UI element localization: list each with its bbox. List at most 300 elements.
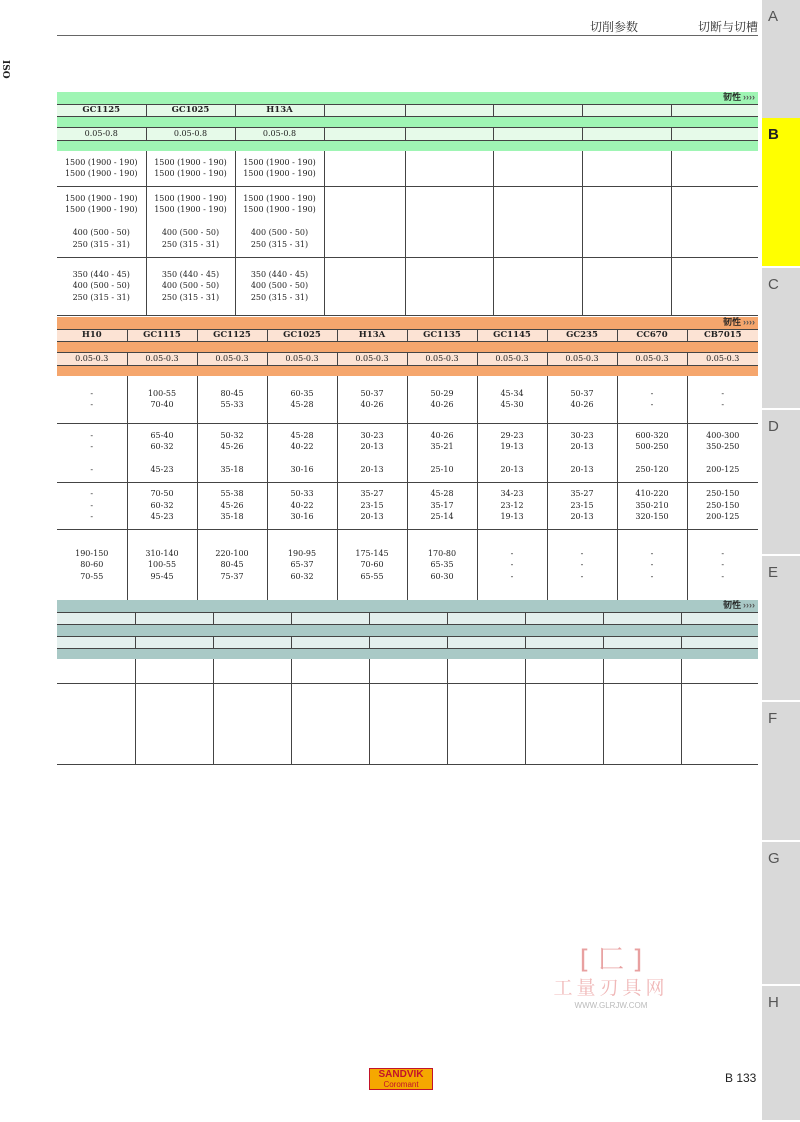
cell-value: 50-33 bbox=[290, 489, 314, 499]
feed-cell bbox=[405, 128, 493, 141]
cell-value: 70-40 bbox=[150, 400, 174, 410]
cell-value bbox=[338, 453, 407, 465]
table-cell bbox=[57, 186, 146, 257]
table-cell bbox=[337, 529, 407, 600]
cell-value bbox=[325, 193, 405, 205]
table-cell bbox=[405, 151, 493, 186]
feed-cell: 0.05-0.3 bbox=[127, 353, 197, 366]
cell-value: 350-250 bbox=[706, 442, 740, 451]
table-cell bbox=[477, 482, 547, 529]
cell-value: 25-10 bbox=[430, 465, 454, 474]
cell-value: 45-23 bbox=[150, 465, 174, 474]
header-chapter: 切断与切槽 bbox=[697, 20, 758, 34]
tab-a[interactable]: A bbox=[762, 0, 800, 147]
table-cell bbox=[57, 151, 146, 186]
table-cell bbox=[617, 423, 687, 482]
cell-value: 35-18 bbox=[220, 465, 244, 474]
cell-value: - bbox=[650, 548, 654, 558]
cell-value: - bbox=[721, 571, 725, 581]
table-row bbox=[57, 257, 758, 315]
cell-value: 45-23 bbox=[150, 512, 174, 522]
cell-value: - bbox=[90, 512, 94, 522]
side-mark: ISO bbox=[0, 60, 10, 79]
cell-value: 19-13 bbox=[500, 512, 524, 522]
cell-value bbox=[57, 216, 146, 228]
cell-value: 45-30 bbox=[500, 400, 524, 410]
cell-value bbox=[672, 204, 759, 216]
cell-value: 40-26 bbox=[430, 430, 454, 440]
cell-value: 65-55 bbox=[360, 571, 384, 581]
cell-value: - bbox=[650, 560, 654, 569]
cell-value bbox=[583, 216, 671, 228]
table-cell bbox=[146, 186, 235, 257]
cell-value bbox=[478, 453, 547, 465]
cell-value: 1500 (1900 - 190) bbox=[64, 193, 138, 203]
cell-value: 60-32 bbox=[150, 500, 174, 510]
cell-value bbox=[198, 453, 267, 465]
cutting-data-table-2 bbox=[57, 317, 758, 600]
cell-value: 250 (315 - 31) bbox=[161, 292, 220, 302]
cell-value: 1500 (1900 - 190) bbox=[243, 205, 316, 215]
cell-value: 320-150 bbox=[635, 512, 669, 522]
cell-value: - bbox=[650, 571, 654, 581]
cell-value: 19-13 bbox=[500, 442, 524, 451]
grade-header: H13A bbox=[337, 329, 407, 342]
cell-value: - bbox=[580, 548, 584, 558]
table-cell bbox=[617, 376, 687, 423]
table-cell bbox=[337, 376, 407, 423]
cell-value: 65-35 bbox=[430, 560, 454, 569]
cell-value: 45-28 bbox=[430, 489, 454, 499]
cell-value: 70-55 bbox=[80, 571, 104, 581]
table-cell bbox=[324, 257, 405, 315]
cell-value: 175-145 bbox=[355, 548, 389, 558]
table-cell bbox=[197, 376, 267, 423]
table-cell bbox=[146, 257, 235, 315]
cell-value bbox=[672, 269, 759, 281]
cell-value: 80-60 bbox=[80, 560, 104, 569]
grade-header: CB7015 bbox=[687, 329, 758, 342]
table-cell bbox=[267, 529, 337, 600]
grade-header: GC1145 bbox=[477, 329, 547, 342]
table-cell bbox=[197, 482, 267, 529]
cell-value: - bbox=[90, 400, 94, 410]
cell-value bbox=[406, 193, 493, 205]
cell-value bbox=[494, 193, 582, 205]
table-cell bbox=[197, 529, 267, 600]
cell-value: 60-32 bbox=[290, 571, 314, 581]
cutting-data-table-3 bbox=[57, 600, 758, 765]
arrow-right-icon: ›››› bbox=[743, 600, 755, 610]
feed-cell: 0.05-0.3 bbox=[267, 353, 337, 366]
cell-value bbox=[494, 204, 582, 216]
cell-value: 40-26 bbox=[570, 400, 594, 410]
feed-cell: 0.05-0.3 bbox=[337, 353, 407, 366]
cell-value bbox=[688, 453, 759, 465]
cell-value: 40-22 bbox=[290, 500, 314, 510]
cell-value: 250-150 bbox=[706, 500, 740, 510]
feed-cell bbox=[582, 128, 671, 141]
cell-value: 200-125 bbox=[706, 465, 740, 474]
table-cell bbox=[687, 529, 758, 600]
feed-cell: 0.05-0.3 bbox=[197, 353, 267, 366]
cell-value bbox=[583, 269, 671, 281]
cell-value bbox=[406, 292, 493, 304]
table-cell bbox=[127, 376, 197, 423]
cell-value bbox=[583, 227, 671, 239]
cell-value: 60-32 bbox=[150, 442, 174, 451]
table-cell bbox=[235, 186, 324, 257]
cell-value: - bbox=[580, 571, 584, 581]
table-cell bbox=[146, 151, 235, 186]
cell-value: - bbox=[721, 548, 725, 558]
cell-value: 35-27 bbox=[360, 489, 384, 499]
feed-cell bbox=[671, 128, 758, 141]
cell-value bbox=[325, 168, 405, 180]
cell-value: 60-35 bbox=[290, 388, 314, 398]
cell-value: 50-29 bbox=[430, 388, 454, 398]
table-cell bbox=[235, 151, 324, 186]
cell-value: 30-16 bbox=[290, 512, 314, 522]
cell-value: 30-23 bbox=[360, 430, 384, 440]
cell-value bbox=[672, 227, 759, 239]
grade-header: GC1025 bbox=[267, 329, 337, 342]
tab-c[interactable]: C bbox=[762, 268, 800, 410]
cell-value: 190-95 bbox=[287, 548, 317, 558]
cell-value: 350-210 bbox=[635, 500, 669, 510]
cell-value bbox=[583, 204, 671, 216]
table-cell bbox=[617, 482, 687, 529]
feed-cell: 0.05-0.8 bbox=[57, 128, 146, 141]
table-cell bbox=[267, 482, 337, 529]
cell-value bbox=[672, 292, 759, 304]
table-cell bbox=[671, 151, 758, 186]
tab-g[interactable]: G bbox=[762, 842, 800, 986]
table-cell bbox=[671, 186, 758, 257]
cell-value bbox=[583, 239, 671, 251]
table-cell bbox=[407, 376, 477, 423]
page-header bbox=[57, 0, 758, 36]
cell-value: 400 (500 - 50) bbox=[250, 228, 309, 238]
cell-value: - bbox=[90, 500, 94, 510]
cell-value bbox=[672, 280, 759, 292]
cell-value: 40-26 bbox=[360, 400, 384, 410]
cell-value: 50-37 bbox=[570, 388, 594, 398]
feed-cell: 0.05-0.8 bbox=[235, 128, 324, 141]
grade-header bbox=[582, 104, 671, 117]
cell-value: - bbox=[510, 548, 514, 558]
cell-value bbox=[583, 280, 671, 292]
cell-value: 40-26 bbox=[430, 400, 454, 410]
chapter-tabs bbox=[762, 0, 800, 1122]
cell-value: 1500 (1900 - 190) bbox=[154, 193, 227, 203]
cell-value bbox=[618, 453, 687, 465]
tab-h[interactable]: H bbox=[762, 986, 800, 1122]
cutting-data-table-1 bbox=[57, 92, 758, 316]
table-cell bbox=[405, 257, 493, 315]
table-row bbox=[57, 376, 758, 423]
cell-value: 30-23 bbox=[570, 430, 594, 440]
grade-header bbox=[324, 104, 405, 117]
cell-value: 60-30 bbox=[430, 571, 454, 581]
cell-value bbox=[147, 216, 235, 228]
table-cell bbox=[547, 482, 617, 529]
cell-value: 29-23 bbox=[500, 430, 524, 440]
cell-value: 20-13 bbox=[360, 512, 384, 522]
feed-cell bbox=[493, 128, 582, 141]
grade-header: GC1125 bbox=[197, 329, 267, 342]
feed-cell: 0.05-0.3 bbox=[407, 353, 477, 366]
cell-value bbox=[672, 157, 759, 169]
table-cell bbox=[477, 423, 547, 482]
cell-value: 45-28 bbox=[290, 430, 314, 440]
cell-value bbox=[494, 168, 582, 180]
cell-value: 500-250 bbox=[635, 442, 669, 451]
tab-d[interactable]: D bbox=[762, 410, 800, 556]
tab-b[interactable]: B bbox=[762, 118, 800, 268]
table-row bbox=[57, 423, 758, 482]
feed-cell bbox=[324, 128, 405, 141]
table-cell bbox=[582, 186, 671, 257]
cell-value bbox=[406, 216, 493, 228]
cell-value: 170-80 bbox=[427, 548, 457, 558]
cell-value: 20-13 bbox=[500, 465, 524, 474]
cell-value bbox=[494, 216, 582, 228]
grade-header: GC1025 bbox=[146, 104, 235, 117]
cell-value: 35-21 bbox=[430, 442, 454, 451]
cell-value: - bbox=[510, 571, 514, 581]
cell-value: 95-45 bbox=[150, 571, 174, 581]
cell-value bbox=[408, 453, 477, 465]
table-cell bbox=[671, 257, 758, 315]
table-cell bbox=[477, 376, 547, 423]
cell-value bbox=[406, 280, 493, 292]
cell-value: 250 (315 - 31) bbox=[72, 292, 130, 302]
cell-value: 30-16 bbox=[290, 465, 314, 474]
table-cell bbox=[687, 482, 758, 529]
cell-value: 40-22 bbox=[290, 442, 314, 451]
cell-value: 310-140 bbox=[145, 548, 179, 558]
grade-header: H13A bbox=[235, 104, 324, 117]
cell-value: 45-28 bbox=[290, 400, 314, 410]
feed-cell: 0.05-0.3 bbox=[687, 353, 758, 366]
table-cell bbox=[582, 151, 671, 186]
cell-value bbox=[672, 168, 759, 180]
cell-value bbox=[406, 227, 493, 239]
cell-value: 34-23 bbox=[500, 489, 524, 499]
cell-value bbox=[325, 157, 405, 169]
cell-value: 1500 (1900 - 190) bbox=[64, 157, 138, 167]
cell-value bbox=[325, 280, 405, 292]
cell-value: 50-37 bbox=[360, 388, 384, 398]
watermark-name: 工量刃具网 bbox=[553, 977, 669, 999]
grade-header bbox=[493, 104, 582, 117]
cell-value bbox=[494, 280, 582, 292]
cell-value bbox=[583, 193, 671, 205]
cell-value: 1500 (1900 - 190) bbox=[154, 157, 227, 167]
table-cell bbox=[337, 423, 407, 482]
table-cell bbox=[57, 529, 127, 600]
grade-header: GC1115 bbox=[127, 329, 197, 342]
cell-value: 410-220 bbox=[635, 489, 669, 499]
cell-value bbox=[548, 453, 617, 465]
table-cell bbox=[407, 529, 477, 600]
cell-value bbox=[583, 168, 671, 180]
table-cell bbox=[127, 482, 197, 529]
grade-header bbox=[671, 104, 758, 117]
cell-value bbox=[494, 292, 582, 304]
table-cell bbox=[407, 423, 477, 482]
table-cell bbox=[617, 529, 687, 600]
cell-value: 400 (500 - 50) bbox=[250, 281, 309, 291]
table-cell bbox=[57, 482, 127, 529]
cell-value: 1500 (1900 - 190) bbox=[154, 205, 227, 215]
sandvik-logo: SANDVIK Coromant bbox=[369, 1068, 433, 1090]
cell-value: 35-27 bbox=[570, 489, 594, 499]
cell-value bbox=[325, 269, 405, 281]
grade-header: H10 bbox=[57, 329, 127, 342]
table-cell bbox=[57, 257, 146, 315]
cell-value: 1500 (1900 - 190) bbox=[154, 169, 227, 179]
cell-value bbox=[406, 269, 493, 281]
watermark bbox=[536, 944, 686, 1012]
cell-value: 55-33 bbox=[220, 400, 244, 410]
cell-value: - bbox=[90, 442, 94, 451]
cell-value: - bbox=[90, 430, 94, 440]
cell-value: 45-34 bbox=[500, 388, 524, 398]
watermark-url: WWW.GLRJW.COM bbox=[574, 1001, 648, 1010]
cell-value: 350 (440 - 45) bbox=[161, 269, 220, 279]
cell-value: 1500 (1900 - 190) bbox=[243, 169, 316, 179]
cell-value: 70-60 bbox=[360, 560, 384, 569]
table-cell bbox=[235, 257, 324, 315]
cell-value: - bbox=[721, 388, 725, 398]
cell-value: 23-15 bbox=[570, 500, 594, 510]
grade-header: CC670 bbox=[617, 329, 687, 342]
grade-header: GC1135 bbox=[407, 329, 477, 342]
cell-value: 70-50 bbox=[150, 489, 174, 499]
cell-value: 1500 (1900 - 190) bbox=[243, 193, 316, 203]
table-row bbox=[57, 151, 758, 186]
cell-value: 65-37 bbox=[290, 560, 314, 569]
toughness-indicator: 韧性 ›››› bbox=[722, 600, 755, 610]
cell-value: 250 (315 - 31) bbox=[72, 239, 130, 249]
cell-value: - bbox=[90, 489, 94, 499]
cell-value bbox=[406, 157, 493, 169]
cell-value: 80-45 bbox=[220, 560, 244, 569]
arrow-right-icon: ›››› bbox=[743, 92, 756, 102]
table-cell bbox=[337, 482, 407, 529]
cell-value: 20-13 bbox=[570, 442, 594, 451]
grade-header bbox=[405, 104, 493, 117]
feed-cell: 0.05-0.3 bbox=[547, 353, 617, 366]
cell-value: 20-13 bbox=[360, 442, 384, 451]
cell-value: 1500 (1900 - 190) bbox=[64, 169, 138, 179]
cell-value bbox=[406, 239, 493, 251]
cell-value: 100-55 bbox=[147, 388, 177, 398]
cell-value: 400 (500 - 50) bbox=[161, 228, 220, 238]
cell-value bbox=[406, 168, 493, 180]
cell-value: 55-38 bbox=[220, 489, 244, 499]
table-cell bbox=[197, 423, 267, 482]
cell-value: 200-125 bbox=[706, 512, 740, 522]
cell-value: 1500 (1900 - 190) bbox=[243, 157, 316, 167]
cell-value: 1500 (1900 - 190) bbox=[64, 205, 138, 215]
cell-value: - bbox=[650, 400, 654, 410]
cell-value bbox=[494, 269, 582, 281]
cell-value: 65-40 bbox=[150, 430, 174, 440]
watermark-logo: [ 匚 ] bbox=[579, 945, 643, 975]
cell-value: 400 (500 - 50) bbox=[72, 281, 130, 291]
cell-value: 50-32 bbox=[220, 430, 244, 440]
cell-value: 600-320 bbox=[635, 430, 669, 440]
table-cell bbox=[582, 257, 671, 315]
table-cell bbox=[493, 151, 582, 186]
cell-value: 23-12 bbox=[500, 500, 524, 510]
cell-value bbox=[325, 204, 405, 216]
cell-value: 250 (315 - 31) bbox=[250, 292, 309, 302]
cell-value: - bbox=[510, 560, 514, 569]
cell-value bbox=[672, 193, 759, 205]
cell-value: 20-13 bbox=[570, 512, 594, 522]
table-cell bbox=[127, 529, 197, 600]
cell-value: 220-100 bbox=[215, 548, 249, 558]
cell-value: 350 (440 - 45) bbox=[72, 269, 130, 279]
table-cell bbox=[493, 257, 582, 315]
cell-value bbox=[236, 216, 324, 228]
cell-value: 100-55 bbox=[147, 560, 177, 569]
toughness-indicator: 韧性 ›››› bbox=[723, 92, 756, 102]
cell-value bbox=[494, 239, 582, 251]
cell-value bbox=[583, 157, 671, 169]
feed-cell: 0.05-0.3 bbox=[477, 353, 547, 366]
cell-value: 350 (440 - 45) bbox=[250, 269, 309, 279]
tab-e[interactable]: E bbox=[762, 556, 800, 702]
cell-value bbox=[583, 292, 671, 304]
cell-value: 250-150 bbox=[706, 489, 740, 499]
tab-f[interactable]: F bbox=[762, 702, 800, 842]
cell-value: 23-15 bbox=[360, 500, 384, 510]
cell-value bbox=[268, 453, 337, 465]
grade-header: GC1125 bbox=[57, 104, 146, 117]
table-cell bbox=[324, 186, 405, 257]
cell-value: 25-14 bbox=[430, 512, 454, 522]
toughness-indicator: 韧性 ›››› bbox=[723, 317, 756, 327]
table-cell bbox=[267, 376, 337, 423]
cell-value: - bbox=[90, 388, 94, 398]
table-cell bbox=[547, 423, 617, 482]
cell-value: 190-150 bbox=[75, 548, 109, 558]
table-row bbox=[57, 186, 758, 257]
table-cell bbox=[267, 423, 337, 482]
table-cell bbox=[687, 376, 758, 423]
arrow-right-icon: ›››› bbox=[743, 317, 756, 327]
cell-value bbox=[325, 239, 405, 251]
feed-cell: 0.05-0.8 bbox=[146, 128, 235, 141]
feed-cell: 0.05-0.3 bbox=[57, 353, 127, 366]
table-cell bbox=[547, 529, 617, 600]
table-cell bbox=[687, 423, 758, 482]
cell-value: 80-45 bbox=[220, 388, 244, 398]
table-cell bbox=[127, 423, 197, 482]
cell-value bbox=[494, 227, 582, 239]
cell-value: 35-18 bbox=[220, 512, 244, 522]
table-cell bbox=[407, 482, 477, 529]
cell-value: 75-37 bbox=[220, 571, 244, 581]
cell-value bbox=[325, 216, 405, 228]
cell-value: 45-26 bbox=[220, 442, 244, 451]
table-row bbox=[57, 529, 758, 600]
